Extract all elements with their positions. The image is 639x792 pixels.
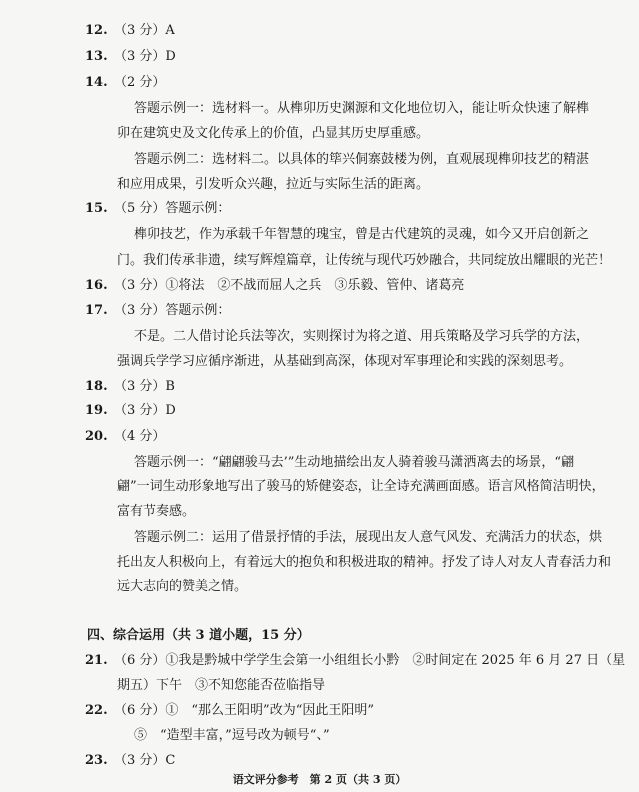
paragraph-text: 门。我们传承非遗，续写辉煌篇章，让传统与现代巧妙融合，共同绽放出耀眼的光芒！ (117, 253, 612, 268)
answer-text: （3 分）B (114, 379, 175, 394)
question-number: 13. (85, 49, 108, 64)
question-number: 14. (85, 75, 108, 90)
paragraph-text: 期五）下午 ③不知您能否莅临指导 (117, 678, 326, 693)
answer-text: （3 分）C (114, 753, 176, 768)
answer-text: （4 分） (114, 429, 166, 444)
question-number: 18. (85, 379, 108, 394)
question-number: 20. (85, 429, 108, 444)
paragraph-text: 答题示例二：运用了借景抒情的手法，展现出友人意气风发、充满活力的状态，烘 (134, 530, 603, 545)
answer-text: （5 分）答题示例： (114, 201, 231, 216)
answer-text: （2 分） (114, 75, 166, 90)
paragraph-text: 托出友人积极向上，有着远大的抱负和积极进取的精神。抒发了诗人对友人青春活力和 (117, 555, 612, 570)
paragraph-text: 答题示例一：选材料一。从榫卯历史渊源和文化地位切入，能让听众快速了解榫 (134, 101, 590, 116)
paragraph-text: 卯在建筑史及文化传承上的价值，凸显其历史厚重感。 (117, 126, 430, 141)
paragraph-text: 榫卯技艺，作为承载千年智慧的瑰宝，曾是古代建筑的灵魂，如今又开启创新之 (134, 227, 590, 242)
answer-text: （6 分）① “那么王阳明”改为“因此王阳明” (114, 703, 374, 718)
question-number: 15. (85, 201, 108, 216)
paragraph-text: 翩”一词生动形象地写出了骏马的矫健姿态，让全诗充满画面感。语言风格简洁明快， (117, 479, 605, 494)
answer-text: （3 分）D (114, 49, 176, 64)
paragraph-text: ⑤ “造型丰富，”逗号改为顿号“、” (134, 728, 330, 743)
answer-text: （3 分）①将法 ②不战而屈人之兵 ③乐毅、管仲、诸葛亮 (114, 278, 465, 293)
question-number: 19. (85, 403, 108, 418)
section-title: 四、综合运用（共 3 道小题，15 分） (87, 628, 310, 643)
question-number: 22. (85, 703, 108, 718)
paragraph-text: 和应用成果，引发听众兴趣，拉近与实际生活的距离。 (117, 177, 430, 192)
paragraph-text: 富有节奏感。 (117, 504, 196, 519)
question-number: 12. (85, 23, 108, 38)
paragraph-text: 远大志向的赞美之情。 (117, 579, 248, 594)
question-number: 17. (85, 303, 108, 318)
answer-text: （3 分）D (114, 403, 176, 418)
answer-text: （3 分）答题示例： (114, 303, 231, 318)
question-number: 23. (85, 753, 108, 768)
answer-text: （3 分）A (114, 23, 175, 38)
page-footer: 语文评分参考 第 2 页（共 3 页） (232, 773, 407, 786)
paragraph-text: 答题示例二：选材料二。以具体的筚兴侗寨鼓楼为例，直观展现榫卯技艺的精湛 (134, 152, 590, 167)
question-number: 16. (85, 278, 108, 293)
answer-text: （6 分）①我是黔城中学学生会第一小组组长小黔 ②时间定在 2025 年 6 月 27 日（星 (114, 653, 626, 668)
question-number: 21. (85, 653, 108, 668)
paragraph-text: 强调兵学学习应循序渐进，从基础到高深，体现对军事理论和实践的深刻思考。 (117, 354, 573, 369)
paragraph-text: 不是。二人借讨论兵法等次，实则探讨为将之道、用兵策略及学习兵学的方法， (134, 329, 590, 344)
paragraph-text: 答题示例一：“翩翩骏马去’”生动地描绘出友人骑着骏马潇洒离去的场景，“翩 (134, 455, 575, 470)
